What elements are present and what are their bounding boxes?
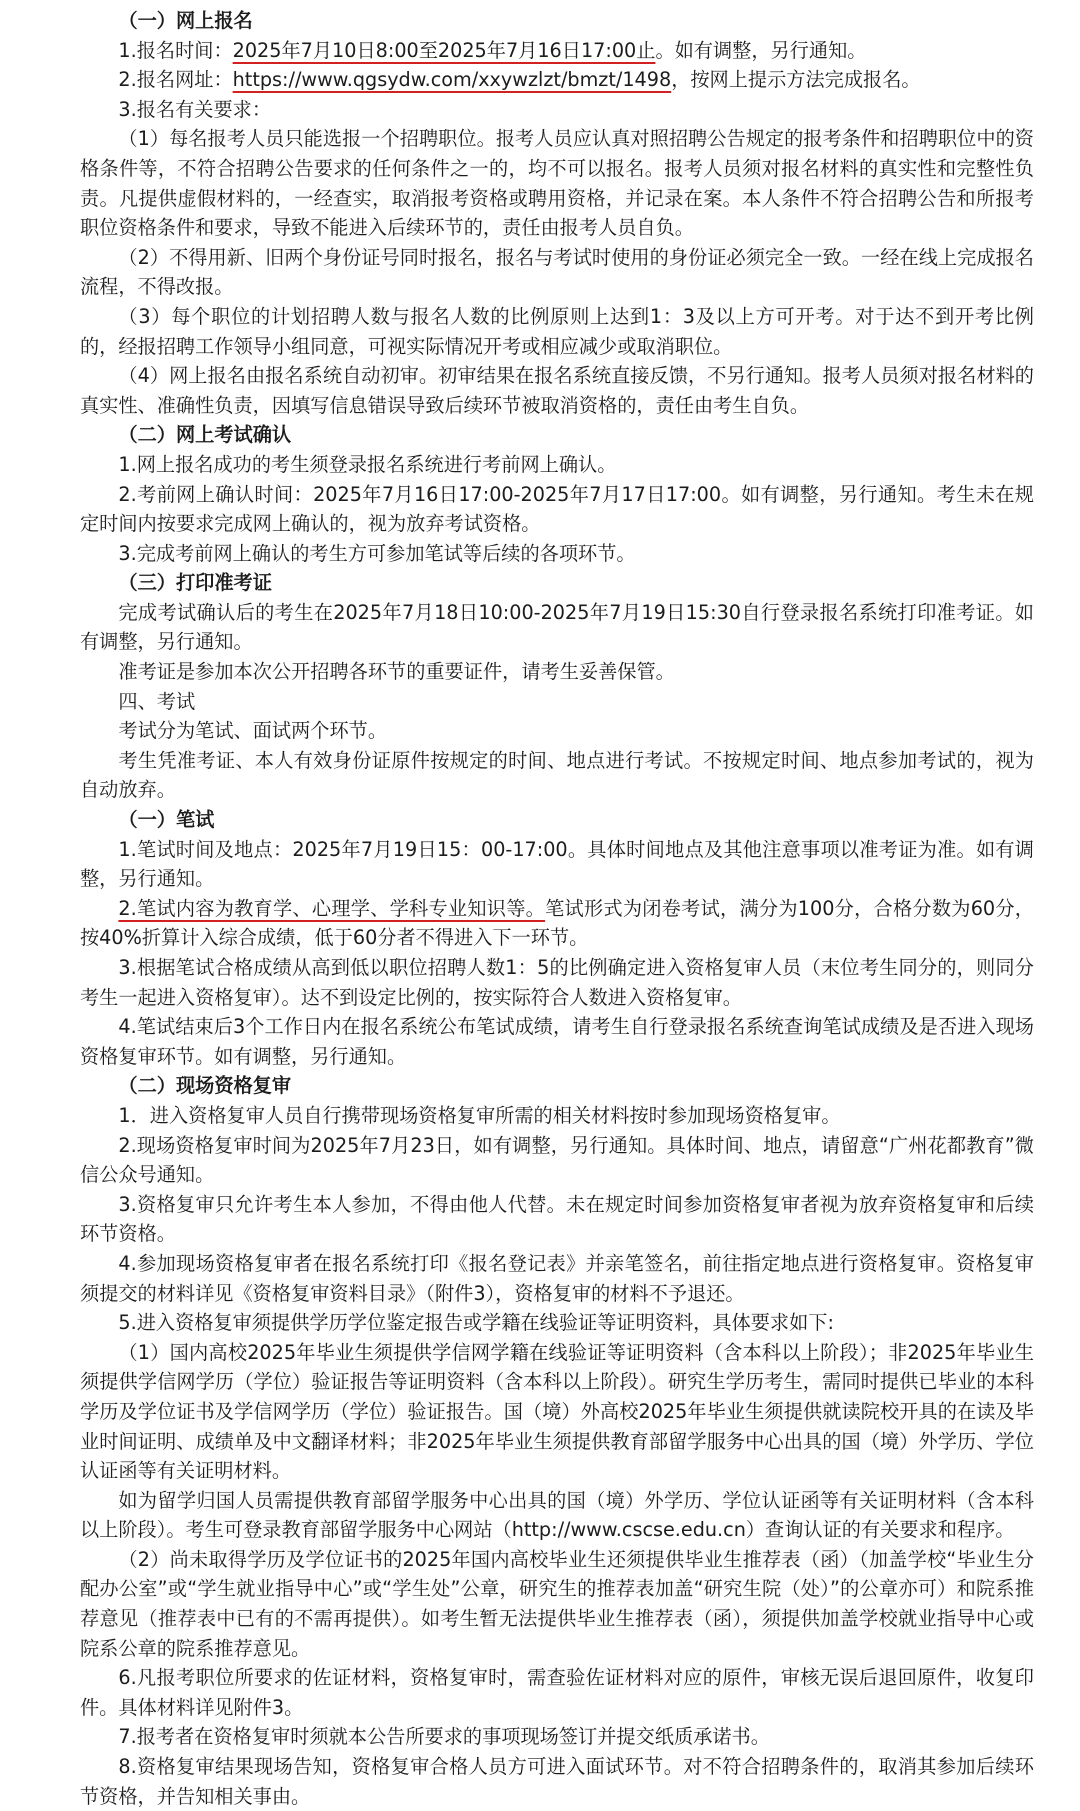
registration-url: 2.报名网址：https://www.qgsydw.com/xxywzlzt/bmzt/1498，按网上提示方法完成报名。 xyxy=(118,68,921,92)
registration-time-highlight: 2025年7月10日8:00至2025年7月16日17:00止 xyxy=(232,38,656,62)
section-online-registration-title: （一）网上报名 xyxy=(118,9,253,32)
written-exam-content-highlight: 2.笔试内容为教育学、心理学、学科专业知识等。 xyxy=(118,896,546,920)
confirmation-3: 3.完成考前网上确认的考生方可参加笔试等后续的各项环节。 xyxy=(118,541,636,565)
review-1: 1．进入资格复审人员自行携带现场资格复审所需的相关材料按时参加现场资格复审。 xyxy=(118,1103,841,1127)
review-6: 6.凡报考职位所要求的佐证材料，资格复审时，需查验佐证材料对应的原件，审核无误后退回原件，收复印件。具体材料详见附件3。 xyxy=(80,1666,1034,1719)
written-exam-1: 1.笔试时间及地点：2025年7月19日15：00-17:00。具体时间地点及其他注意事项以准考证为准。如有调整，另行通知。 xyxy=(80,837,1034,891)
requirement-4: （4）网上报名由报名系统自动初审。初审结果在报名系统直接反馈，不另行通知。报考人员须对报名材料的真实性、准确性负责，因填写信息错误导致后续环节被取消资格的，责任由考生自负。 xyxy=(80,364,1034,417)
section-admission-ticket-title: （三）打印准考证 xyxy=(118,571,272,595)
review-5-1b: 如为留学归国人员需提供教育部留学服务中心出具的国（境）外学历、学位认证函等有关证明材料（含本科以上阶段）。考生可登录教育部留学服务中心网站（http://www.cscse.edu.cn）查询认证的有关要求和程序。 xyxy=(80,1488,1034,1542)
written-exam-2: 2.笔试内容为教育学、心理学、学科专业知识等。笔试形式为闭卷考试，满分为100分，合格分数为60分，按40%折算计入综合成绩，低于60分者不得进入下一环节。 xyxy=(80,896,1034,950)
section-written-exam-title: （一）笔试 xyxy=(118,808,215,832)
confirmation-2: 2.考前网上确认时间：2025年7月16日17:00-2025年7月17日17:00。如有调整，另行通知。考生未在规定时间内按要求完成网上确认的，视为放弃考试资格。 xyxy=(80,482,1034,536)
written-exam-3: 3.根据笔试合格成绩从高到低以职位招聘人数1：5的比例确定进入资格复审人员（末位考生同分的，则同分考生一起进入资格复审）。达不到设定比例的，按实际符合人数进入资格复审。 xyxy=(80,956,1034,1009)
requirement-3: （3）每个职位的计划招聘人数与报名人数的比例原则上达到1：3及以上方可开考。对于达不到开考比例的，经报招聘工作领导小组同意，可视实际情况开考或相应减少或取消职位。 xyxy=(80,304,1034,358)
written-exam-4: 4.笔试结束后3个工作日内在报名系统公布笔试成绩，请考生自行登录报名系统查询笔试成绩及是否进入现场资格复审环节。如有调整，另行通知。 xyxy=(80,1015,1034,1068)
registration-requirements-heading: 3.报名有关要求： xyxy=(118,97,272,121)
review-8: 8.资格复审结果现场告知，资格复审合格人员方可进入面试环节。对不符合招聘条件的，取消其参加后续环节资格，并告知相关事由。 xyxy=(80,1755,1034,1808)
requirement-1: （1）每名报考人员只能选报一个招聘职位。报考人员应认真对照招聘公告规定的报考条件和招聘职位中的资格条件等，不符合招聘公告要求的任何条件之一的，均不可以报名。报考人员须对报名材料的真实性和完整性负责。凡提供虚假材料的，一经查实，取消报考资格或聘用资格，并记录在案。本人条件不符合招聘公告和所报考职位资格条件和要求，导致不能进入后续环节的，责任由报考人员自负。 xyxy=(80,127,1034,240)
review-5-2: （2）尚未取得学历及学位证书的2025年国内高校毕业生还须提供毕业生推荐表（函）（加盖学校“毕业生分配办公室”或“学生就业指导中心”或“学生处”公章，研究生的推荐表加盖“研究生院（处）”的公章亦可）和院系推荐意见（推荐表中已有的不需再提供）。如考生暂无法提供毕业生推荐表（函），须提供加盖学校就业指导中心或院系公章的院系推荐意见。 xyxy=(80,1547,1034,1660)
requirement-2: （2）不得用新、旧两个身份证号同时报名，报名与考试时使用的身份证必须完全一致。一经在线上完成报名流程，不得改报。 xyxy=(80,245,1034,299)
confirmation-1: 1.网上报名成功的考生须登录报名系统进行考前网上确认。 xyxy=(118,452,617,476)
exam-intro-2: 考生凭准考证、本人有效身份证原件按规定的时间、地点进行考试。不按规定时间、地点参加考试的，视为自动放弃。 xyxy=(80,748,1034,802)
registration-url-link[interactable]: https://www.qgsydw.com/xxywzlzt/bmzt/1498 xyxy=(232,68,672,92)
review-4: 4.参加现场资格复审者在报名系统打印《报名登记表》并亲笔签名，前往指定地点进行资格复审。资格复审须提交的材料详见《资格复审资料目录》（附件3），资格复审的材料不予退还。 xyxy=(80,1251,1034,1305)
section-qualification-review-title: （二）现场资格复审 xyxy=(118,1074,292,1098)
section-exam-title: 四、考试 xyxy=(118,689,196,713)
admission-ticket-2: 准考证是参加本次公开招聘各环节的重要证件，请考生妥善保管。 xyxy=(118,660,675,684)
registration-time: 1.报名时间：2025年7月10日8:00至2025年7月16日17:00止。如有调整，另行通知。 xyxy=(118,38,867,62)
review-3: 3.资格复审只允许考生本人参加，不得由他人代替。未在规定时间参加资格复审者视为放弃资格复审和后续环节资格。 xyxy=(80,1192,1034,1246)
review-5-1: （1）国内高校2025年毕业生须提供学信网学籍在线验证等证明资料（含本科以上阶段）；非2025年毕业生须提供学信网学历（学位）验证报告等证明资料（含本科以上阶段）。研究生学历考生，需同时提供已毕业的本科学历及学位证书及学信网学历（学位）验证报告。国（境）外高校2025年毕业生须提供就读院校开具的在读及毕业时间证明、成绩单及中文翻译材料；非2025年毕业生须提供教育部留学服务中心出具的国（境）外学历、学位认证函等有关证明材料。 xyxy=(80,1340,1034,1483)
review-5: 5.进入资格复审须提供学历学位鉴定报告或学籍在线验证等证明资料，具体要求如下: xyxy=(118,1311,834,1335)
review-2: 2.现场资格复审时间为2025年7月23日，如有调整，另行通知。具体时间、地点，请留意“广州花都教育”微信公众号通知。 xyxy=(80,1133,1034,1187)
exam-intro-1: 考试分为笔试、面试两个环节。 xyxy=(118,719,388,743)
admission-ticket-1: 完成考试确认后的考生在2025年7月18日10:00-2025年7月19日15:30自行登录报名系统打印准考证。如有调整，另行通知。 xyxy=(80,600,1034,654)
review-7: 7.报考者在资格复审时须就本公告所要求的事项现场签订并提交纸质承诺书。 xyxy=(118,1725,770,1749)
section-exam-confirmation-title: （二）网上考试确认 xyxy=(118,423,292,447)
